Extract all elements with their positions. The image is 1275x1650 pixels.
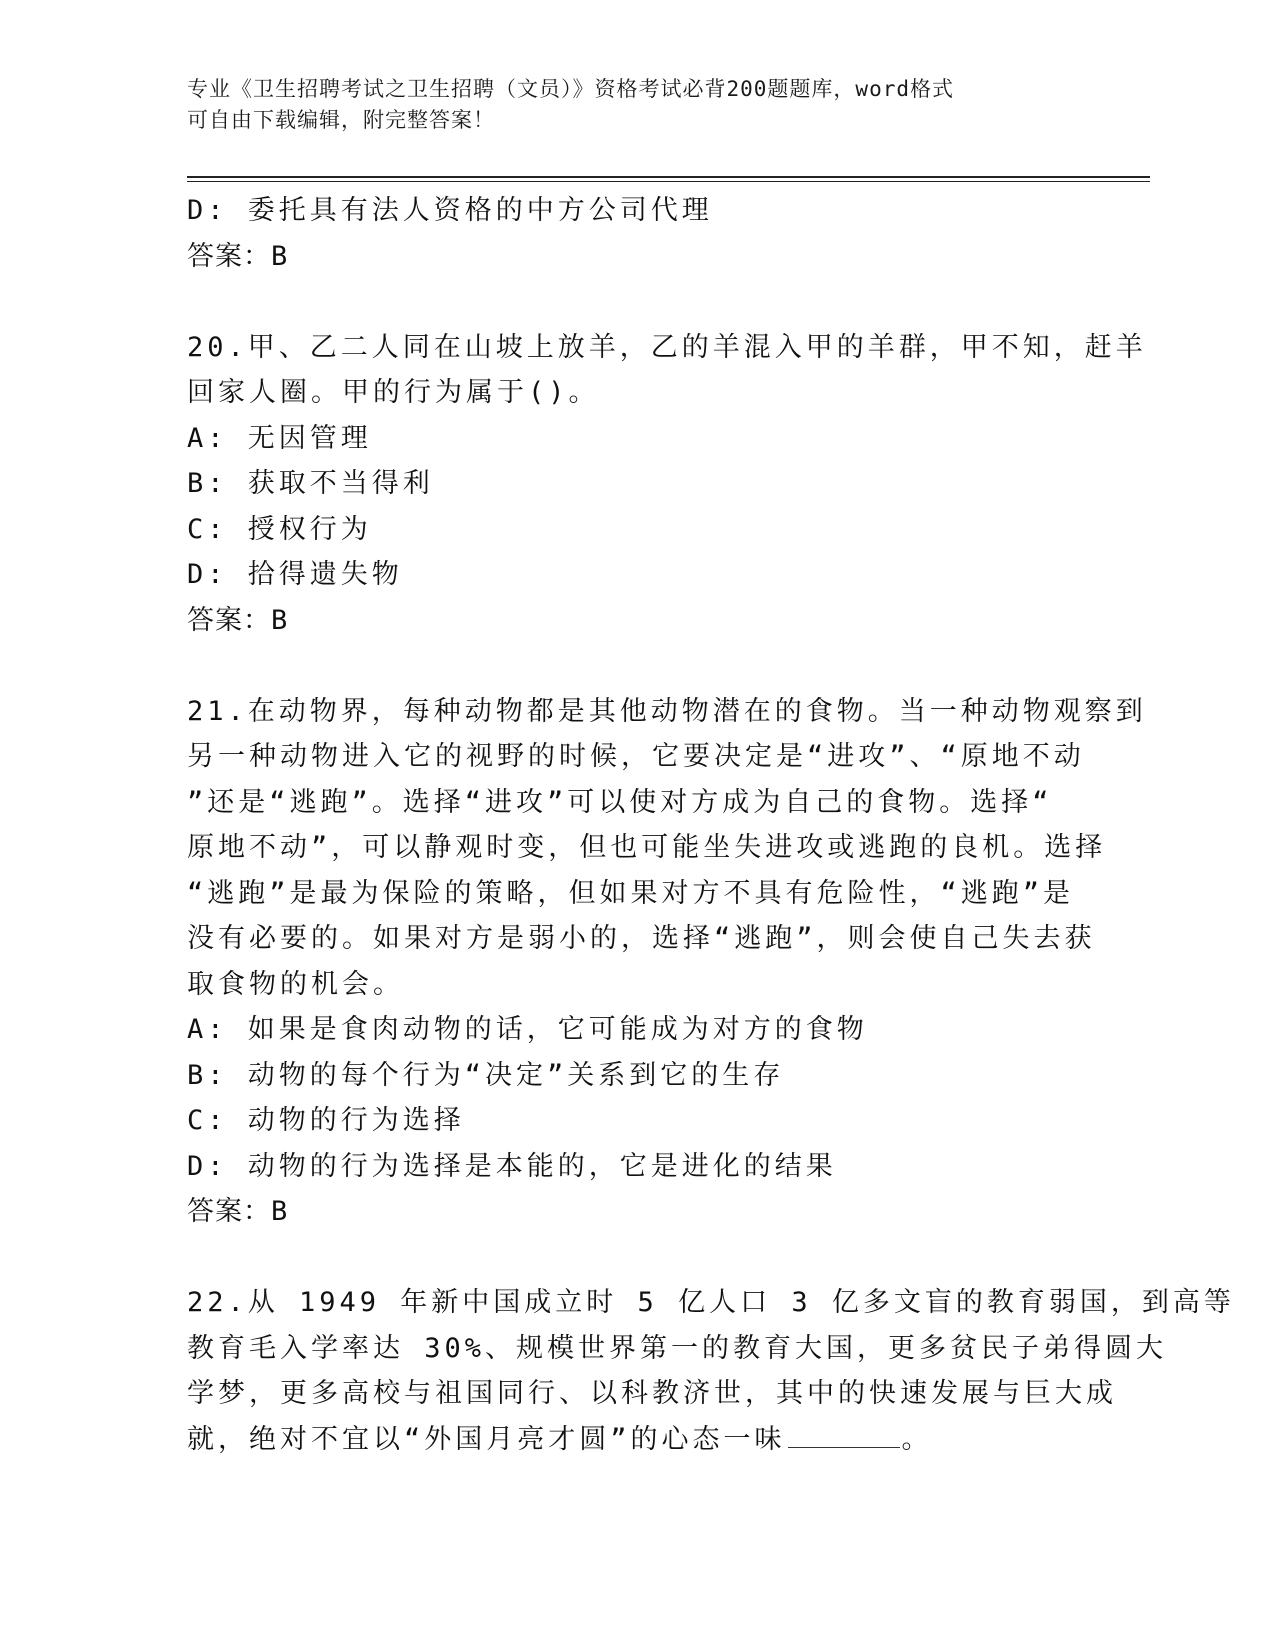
question-22 <box>187 1280 1235 1462</box>
option-d: D: 动物的行为选择是本能的，它是进化的结果 <box>187 1150 837 1182</box>
stem-text-before-blank: 就，绝对不宜以“外国月亮才圆”的心态一味 <box>187 1423 786 1455</box>
spacer <box>187 279 1087 325</box>
stem-text-after-blank: 。 <box>901 1423 933 1455</box>
option-d: D: 委托具有法人资格的中方公司代理 <box>187 195 713 226</box>
answer-label: 答案：B <box>187 604 289 636</box>
question-stem-line: 22.从 1949 年新中国成立时 5 亿人口 3 亿多文盲的教育弱国，到高等 <box>187 1287 1235 1318</box>
question-stem-line: 回家人圈。甲的行为属于()。 <box>187 377 600 408</box>
question-stem-line: ”还是“逃跑”。选择“进攻”可以使对方成为自己的食物。选择“ <box>187 786 1053 818</box>
question-stem-last-line <box>187 1417 1087 1463</box>
question-21 <box>187 689 1147 1235</box>
option-b: B: 动物的每个行为“决定”关系到它的生存 <box>187 1059 785 1091</box>
document-header <box>187 74 1067 136</box>
header-line-2: 可自由下载编辑，附完整答案！ <box>187 108 495 132</box>
question-stem-line: 没有必要的。如果对方是弱小的，选择“逃跑”，则会使自己失去获 <box>187 923 1096 954</box>
question-stem-line: 取食物的机会。 <box>187 968 404 1000</box>
answer-label: 答案：B <box>187 240 289 272</box>
question-content <box>187 188 1235 1462</box>
fill-in-blank <box>788 1420 900 1448</box>
question-stem-line: 教育毛入学率达 30%、规模世界第一的教育大国，更多贫民子弟得圆大 <box>187 1332 1168 1364</box>
question-stem-line: “逃跑”是最为保险的策略，但如果对方不具有危险性，“逃跑”是 <box>187 877 1075 909</box>
option-c: C: 授权行为 <box>187 513 372 545</box>
option-a: A: 如果是食肉动物的话，它可能成为对方的食物 <box>187 1014 868 1045</box>
question-stem-line: 21.在动物界，每种动物都是其他动物潜在的食物。当一种动物观察到 <box>187 695 1147 727</box>
option-c: C: 动物的行为选择 <box>187 1105 465 1136</box>
question-stem-line: 20.甲、乙二人同在山坡上放羊，乙的羊混入甲的羊群，甲不知，赶羊 <box>187 331 1147 363</box>
question-stem-line: 另一种动物进入它的视野的时候，它要决定是“进攻”、“原地不动 <box>187 741 1085 772</box>
header-divider-thin <box>187 181 1150 182</box>
header-line-1: 专业《卫生招聘考试之卫生招聘（文员）》资格考试必背200题题库，word格式 <box>187 77 954 101</box>
spacer <box>187 643 1087 689</box>
question-19-tail <box>187 188 1087 279</box>
option-d: D: 拾得遗失物 <box>187 559 403 590</box>
option-a: A: 无因管理 <box>187 422 372 454</box>
question-stem-line: 学梦，更多高校与祖国同行、以科教济世，其中的快速发展与巨大成 <box>187 1378 1117 1409</box>
header-divider-thick <box>187 176 1150 178</box>
question-20 <box>187 325 1147 644</box>
answer-label: 答案：B <box>187 1196 289 1227</box>
spacer <box>187 1235 1087 1281</box>
option-b: B: 获取不当得利 <box>187 468 434 499</box>
question-stem-line: 原地不动”，可以静观时变，但也可能坐失进攻或逃跑的良机。选择 <box>187 832 1107 863</box>
